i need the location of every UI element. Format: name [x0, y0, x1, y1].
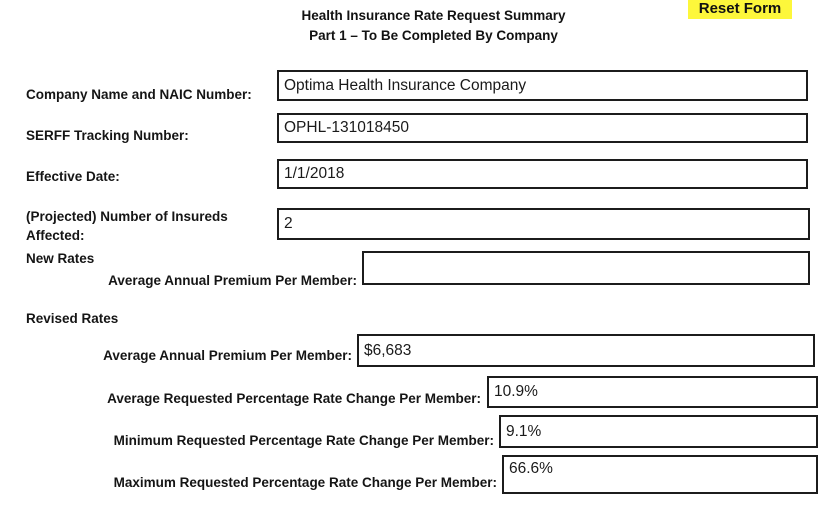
form-subtitle: Part 1 – To Be Completed By Company [309, 28, 558, 43]
effective-date-label: Effective Date: [26, 169, 120, 184]
new-rates-section-label: New Rates [26, 251, 95, 266]
company-name-label: Company Name and NAIC Number: [26, 87, 252, 102]
avg-rate-change-label: Average Requested Percentage Rate Change Per Member: [107, 391, 481, 406]
form-title: Health Insurance Rate Request Summary [301, 8, 566, 23]
revised-avg-premium-input[interactable] [357, 334, 815, 367]
serff-tracking-input[interactable] [277, 113, 808, 143]
new-rates-avg-premium-input[interactable] [362, 251, 810, 285]
revised-avg-premium-label: Average Annual Premium Per Member: [103, 348, 352, 363]
company-name-input[interactable] [277, 70, 808, 101]
new-rates-avg-premium-label: Average Annual Premium Per Member: [108, 273, 357, 288]
insureds-affected-label: (Projected) Number of Insureds Affected: [26, 209, 228, 243]
revised-rates-section-label: Revised Rates [26, 311, 119, 326]
min-rate-change-label: Minimum Requested Percentage Rate Change Per Member: [113, 433, 494, 448]
max-rate-change-input[interactable] [502, 455, 818, 494]
avg-rate-change-input[interactable] [487, 376, 818, 408]
reset-form-button[interactable]: Reset Form [688, 0, 792, 19]
insureds-affected-input[interactable] [277, 208, 810, 240]
min-rate-change-input[interactable] [499, 415, 818, 448]
max-rate-change-label: Maximum Requested Percentage Rate Change Per Member: [113, 475, 497, 490]
serff-tracking-label: SERFF Tracking Number: [26, 128, 189, 143]
effective-date-input[interactable] [277, 159, 808, 189]
